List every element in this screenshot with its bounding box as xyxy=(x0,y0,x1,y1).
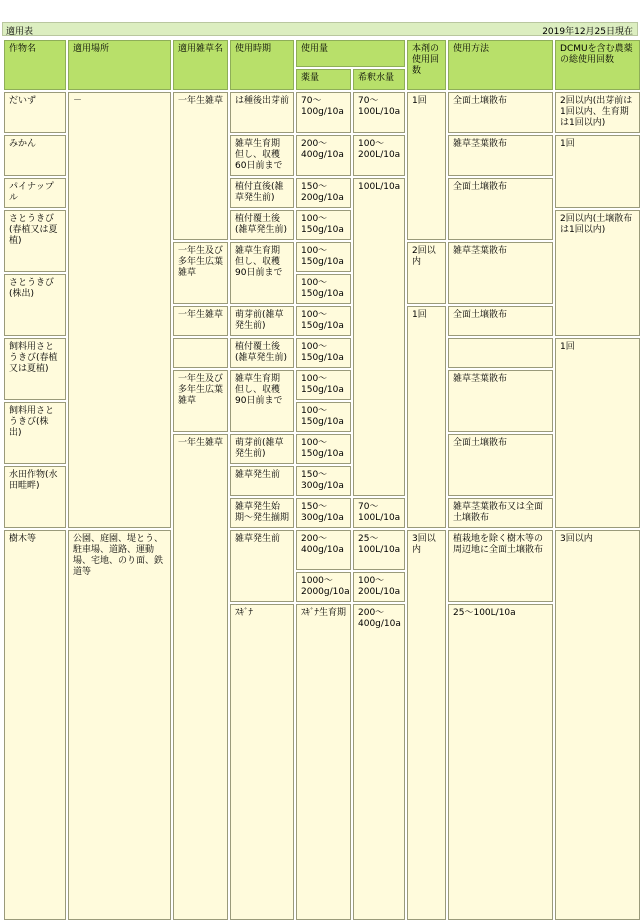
cell-method: 雑草茎葉散布 xyxy=(448,370,553,432)
cell-count: 1回 xyxy=(407,92,446,240)
cell-water: 25〜100L/10a xyxy=(448,604,553,920)
cell-method: 全面土壌散布 xyxy=(448,306,553,336)
cell-crop: 水田作物(水田畦畔) xyxy=(4,466,66,528)
cell-method: 全面土壌散布 xyxy=(448,92,553,133)
header-method: 使用方法 xyxy=(448,40,553,90)
cell-water: 25〜100L/10a xyxy=(353,530,405,570)
cell-weed xyxy=(173,338,228,368)
cell-water: 100L/10a xyxy=(353,178,405,496)
cell-crop: 飼料用さとうきび(株出) xyxy=(4,402,66,464)
header-crop: 作物名 xyxy=(4,40,66,90)
cell-dose: 1000〜2000g/10a xyxy=(296,572,351,602)
cell-method: 雑草茎葉散布 xyxy=(448,135,553,176)
cell-weed: ｽｷﾞﾅ xyxy=(230,604,294,920)
cell-dose: 100〜150g/10a xyxy=(296,338,351,368)
table-row xyxy=(4,92,640,133)
cell-count: 2回以内 xyxy=(407,242,446,304)
cell-count: 3回以内 xyxy=(407,530,446,920)
cell-crop: さとうきび(株出) xyxy=(4,274,66,336)
header-amount: 使用量 xyxy=(296,40,405,67)
cell-count: 1回 xyxy=(407,306,446,528)
cell-method: 全面土壌散布 xyxy=(448,178,553,240)
cell-method: 全面土壌散布 xyxy=(448,434,553,496)
cell-crop: だいず xyxy=(4,92,66,133)
cell-crop: 飼料用さとうきび(春植又は夏植) xyxy=(4,338,66,400)
cell-dose: 100〜150g/10a xyxy=(296,274,351,304)
cell-weed: 一年生雑草 xyxy=(173,92,228,240)
cell-crop: パイナップル xyxy=(4,178,66,208)
cell-total: 2回以内(出芽前は1回以内、生育期は1回以内) xyxy=(555,92,640,133)
application-table xyxy=(2,38,640,922)
cell-timing: 雑草生育期 但し、収穫60日前まで xyxy=(230,135,294,176)
cell-timing: は種後出芽前 xyxy=(230,92,294,133)
cell-crop: さとうきび(春植又は夏植) xyxy=(4,210,66,272)
table-title: 適用表 xyxy=(6,27,34,37)
cell-water: 70〜100L/10a xyxy=(353,92,405,133)
header-place: 適用場所 xyxy=(68,40,171,90)
cell-total: 1回 xyxy=(555,338,640,528)
cell-timing: 雑草生育期 但し、収穫90日前まで xyxy=(230,370,294,432)
table-title-bar xyxy=(2,22,638,36)
cell-water: 70〜100L/10a xyxy=(353,498,405,528)
table-row xyxy=(4,530,640,570)
header-count: 本剤の使用回数 xyxy=(407,40,446,90)
cell-crop: みかん xyxy=(4,135,66,176)
cell-timing: 雑草生育期 但し、収穫90日前まで xyxy=(230,242,294,304)
cell-dose: 100〜150g/10a xyxy=(296,242,351,272)
cell-weed: 一年生雑草 xyxy=(173,306,228,336)
cell-dose: 150〜200g/10a xyxy=(296,178,351,208)
cell-place: － xyxy=(68,92,171,528)
cell-crop: 樹木等 xyxy=(4,530,66,920)
cell-weed: 一年生及び多年生広葉雑草 xyxy=(173,242,228,304)
cell-dose: 100〜150g/10a xyxy=(296,402,351,432)
cell-timing: 雑草発生前 xyxy=(230,530,294,602)
cell-timing: 植付直後(雑草発生前) xyxy=(230,178,294,208)
cell-dose: 100〜150g/10a xyxy=(296,210,351,240)
cell-method: 植栽地を除く樹木等の周辺地に全面土壌散布 xyxy=(448,530,553,602)
cell-dose: 200〜400g/10a xyxy=(353,604,405,920)
header-timing: 使用時期 xyxy=(230,40,294,90)
cell-place: 公園、庭園、堤とう、駐車場、道路、運動場、宅地、のり面、鉄道等 xyxy=(68,530,171,920)
header-weed: 適用雑草名 xyxy=(173,40,228,90)
cell-timing: 雑草発生前 xyxy=(230,466,294,496)
cell-method: 雑草茎葉散布 xyxy=(448,242,553,304)
cell-dose: 200〜400g/10a xyxy=(296,135,351,176)
cell-timing: 植付覆土後(雑草発生前) xyxy=(230,338,294,368)
cell-dose: 70〜100g/10a xyxy=(296,92,351,133)
cell-timing: 植付覆土後(雑草発生前) xyxy=(230,210,294,240)
header-dose: 薬量 xyxy=(296,69,351,90)
cell-total: 2回以内(土壌散布は1回以内) xyxy=(555,210,640,336)
header-water: 希釈水量 xyxy=(353,69,405,90)
cell-dose: 100〜150g/10a xyxy=(296,306,351,336)
as-of-date: 2019年12月25日現在 xyxy=(542,27,633,37)
cell-timing: 萌芽前(雑草発生前) xyxy=(230,434,294,464)
cell-dose: 150〜300g/10a xyxy=(296,498,351,528)
cell-weed: 一年生及び多年生広葉雑草 xyxy=(173,370,228,432)
cell-total: 1回 xyxy=(555,135,640,208)
cell-timing: 雑草発生始期〜発生揃期 xyxy=(230,498,294,528)
cell-timing: 萌芽前(雑草発生前) xyxy=(230,306,294,336)
cell-method: 雑草茎葉散布又は全面土壌散布 xyxy=(448,498,553,528)
header-total: DCMUを含む農薬の総使用回数 xyxy=(555,40,640,90)
cell-timing: ｽｷﾞﾅ生育期 xyxy=(296,604,351,920)
cell-water: 100〜200L/10a xyxy=(353,135,405,176)
cell-water: 100〜200L/10a xyxy=(353,572,405,602)
cell-dose: 100〜150g/10a xyxy=(296,434,351,464)
cell-dose: 100〜150g/10a xyxy=(296,370,351,400)
cell-total: 3回以内 xyxy=(555,530,640,920)
cell-method xyxy=(448,338,553,368)
cell-dose: 150〜300g/10a xyxy=(296,466,351,496)
cell-weed: 一年生雑草 xyxy=(173,434,228,920)
cell-dose: 200〜400g/10a xyxy=(296,530,351,570)
